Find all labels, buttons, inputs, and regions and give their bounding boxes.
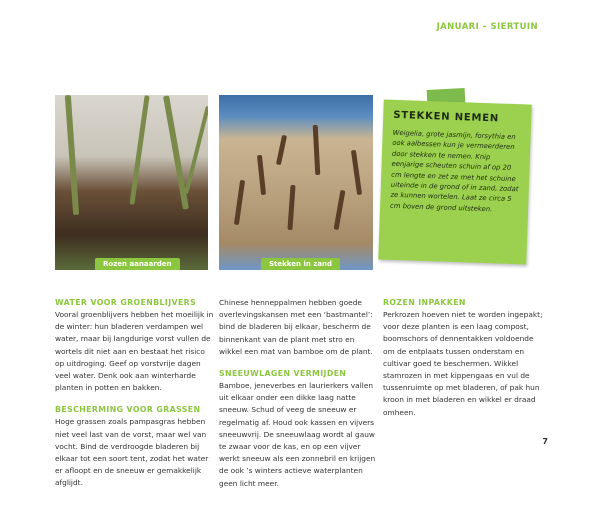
photo-rozen-aanaarden [55,95,208,270]
page-number: 7 [542,437,548,446]
column-2 [219,297,379,500]
section-body: Perkrozen hoeven niet te worden ingepakt; voor deze planten is een laag compost, boomschors of dennentakken voldoende om de entplaats tussen onderstam en cultivar goed te beschermen. Wikkel stamrozen in met kippengaas en vul de tussenruimte op met bladeren, of pak hun kroon in met bladeren en wikkel er draad omheen. [383,310,543,417]
section-heading: BESCHERMING VOOR GRASSEN [55,405,201,415]
section-body: Chinese henneppalmen hebben goede overlevingskansen met een ‘bastmantel’: bind de bladeren bij elkaar, bescherm de binnenkant van de plant met stro en wikkel een mat van bamboe om de plant. [219,298,373,356]
note-title: STEKKEN NEMEN [393,109,500,125]
sticky-note [378,99,531,264]
column-3 [383,297,543,429]
running-header: JANUARI – SIERTUIN [436,22,538,32]
section-body: Hoge grassen zoals pampasgras hebben niet veel last van de vorst, maar wel van vocht. Bind de verdroogde bladeren bij elkaar tot een soort tent, zodat het water er afloopt en de sneeuw er gemakkelijk afglijdt. [55,417,209,488]
photo-caption: Rozen aanaarden [95,258,180,270]
photo-caption: Stekken in zand [261,258,340,270]
section-heading: SNEEUWLAGEN VERMIJDEN [219,369,347,379]
photo-stekken-in-zand [219,95,373,270]
section-heading: ROZEN INPAKKEN [383,298,466,307]
section-body: Bamboe, jeneverbes en laurierkers vallen uit elkaar onder een dikke laag natte sneeuw. Schud of veeg de sneeuw er regelmatig af. Houd ook kassen en vijvers sneeuwvrij. De sneeuwlaag wordt al gauw te zwaar voor de kas, en op een vijver werkt sneeuw als een zonnebril en krijgen de ook ’s winters actieve waterplanten geen licht meer. [219,381,376,488]
section-heading: WATER VOOR GROENBLIJVERS [55,298,197,307]
note-body: Weigelia, grote jasmijn, forsythia en ook aalbessen kun je vermeerderen door stekken te nemen. Knip eenjarige scheuten schuin af op 20 cm lengte en zet ze met het schuine uiteinde in de grond of in zand, zodat ze kunnen wortelen. Laat ze circa 5 cm boven de grond uitsteken. [389,128,519,214]
section-body: Vooral groenblijvers hebben het moeilijk in de winter: hun bladeren verdampen wel water, maar bij langdurige vorst vullen de wortels dit niet aan en bestaat het risico op uitdroging. Geef op vorstvrije dagen veel water. Denk ook aan winterharde planten in potten en bakken. [55,310,214,393]
column-1 [55,297,215,500]
